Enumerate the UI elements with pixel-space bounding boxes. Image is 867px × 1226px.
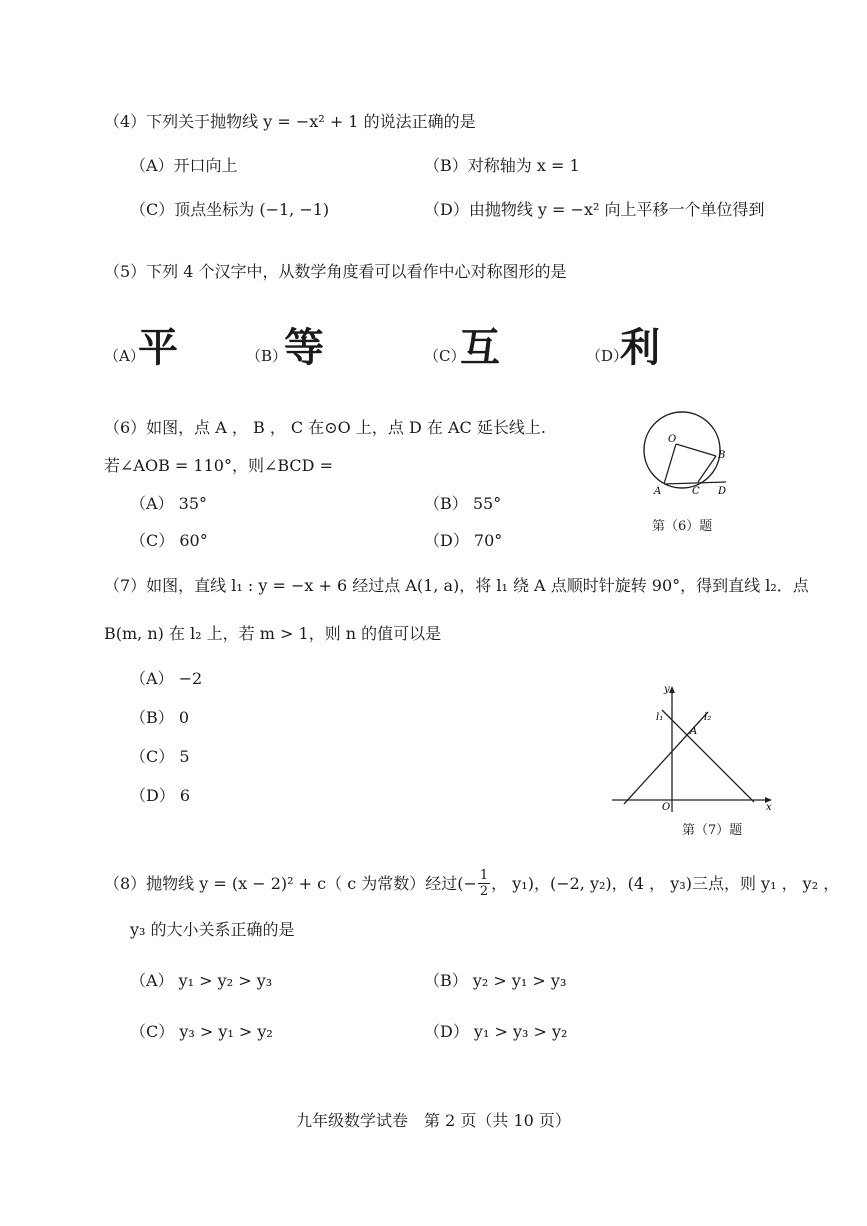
q6-stem-line1: （6）如图，点 A ， B ， C 在⊙O 上，点 D 在 AC 延长线上.	[104, 418, 546, 437]
q6-radius-ob	[676, 444, 716, 456]
q4-option-c: （C）顶点坐标为 (−1, −1)	[130, 200, 330, 219]
q5-option-b-char: 等	[284, 325, 324, 371]
q4-stem: （4）下列关于抛物线 y = −x² + 1 的说法正确的是	[104, 112, 476, 131]
q7-option-c: （C） 5	[130, 747, 190, 766]
q6-label-b: B	[718, 450, 726, 461]
q7-line-l1	[662, 710, 754, 802]
q4-option-b: （B）对称轴为 x = 1	[424, 156, 580, 175]
q4-option-a: （A）开口向上	[130, 156, 238, 175]
q6-line-ad	[664, 482, 726, 484]
q8-fraction-numerator: 1	[479, 868, 489, 883]
q7-label-l2: l₂	[704, 712, 712, 723]
q6-label-d: D	[718, 486, 727, 497]
q5-stem: （5）下列 4 个汉字中，从数学角度看可以看作中心对称图形的是	[104, 262, 567, 281]
q4-option-d: （D）由抛物线 y = −x² 向上平移一个单位得到	[424, 200, 765, 219]
q7-option-d: （D） 6	[130, 786, 191, 805]
q5-option-c-char: 互	[460, 325, 500, 371]
q5-option-d-char: 利	[620, 325, 660, 371]
q8-stem-line1	[104, 868, 839, 899]
q7-stem-line1: （7）如图，直线 l₁ : y = −x + 6 经过点 A(1, a)，将 l₁ 绕 A 点顺时针旋转 90°，得到直线 l₂．点	[104, 576, 809, 595]
q7-figure-caption: 第（7）题	[682, 823, 743, 838]
q7-label-o: O	[662, 802, 671, 813]
q7-label-y: y	[664, 684, 670, 695]
q8-fraction	[478, 868, 490, 899]
q6-option-d: （D） 70°	[424, 531, 503, 550]
q8-stem-part2: ， y₁)，(−2, y₂)，(4 ， y₃)三点，则 y₁ ， y₂ ，	[491, 873, 840, 893]
q5-option-c-label: （C）	[424, 347, 466, 365]
q7-label-x: x	[766, 802, 772, 813]
q7-option-a: （A） −2	[130, 669, 203, 688]
q5-option-a-char: 平	[138, 325, 178, 371]
q6-circle	[644, 412, 720, 488]
q6-option-b: （B） 55°	[424, 494, 502, 513]
q6-stem-line2: 若∠AOB = 110°，则∠BCD =	[104, 456, 333, 475]
q7-label-l1: l₁	[656, 712, 664, 723]
q6-figure-caption: 第（6）题	[652, 519, 713, 534]
q7-option-b: （B） 0	[130, 708, 190, 727]
q6-label-a: A	[654, 486, 662, 497]
q6-circle-figure	[630, 402, 740, 502]
q5-option-b-label: （B）	[246, 347, 288, 365]
q6-label-o: O	[668, 434, 677, 445]
q8-option-a: （A） y₁ > y₂ > y₃	[130, 971, 273, 990]
q8-stem-part1: （8）抛物线 y = (x − 2)² + c（ c 为常数）经过(−	[104, 873, 477, 893]
q6-radius-oa	[664, 444, 676, 484]
q7-stem-line2: B(m, n) 在 l₂ 上，若 m > 1，则 n 的值可以是	[104, 624, 442, 643]
q7-y-arrow-icon	[669, 686, 675, 693]
q6-option-c: （C） 60°	[130, 531, 208, 550]
q7-line-figure	[606, 680, 782, 816]
q6-option-a: （A） 35°	[130, 494, 208, 513]
q5-option-d-label: （D）	[586, 347, 629, 365]
q8-option-b: （B） y₂ > y₁ > y₃	[424, 971, 567, 990]
q5-option-a-label: （A）	[104, 347, 145, 365]
q8-option-c: （C） y₃ > y₁ > y₂	[130, 1022, 273, 1041]
q8-option-d: （D） y₁ > y₃ > y₂	[424, 1022, 568, 1041]
page-footer: 九年级数学试卷 第 2 页（共 10 页）	[296, 1111, 571, 1130]
q8-fraction-denominator: 2	[479, 884, 489, 899]
q6-label-c: C	[692, 486, 700, 497]
q8-stem-line2: y₃ 的大小关系正确的是	[130, 920, 295, 939]
q7-label-a: A	[690, 726, 698, 737]
